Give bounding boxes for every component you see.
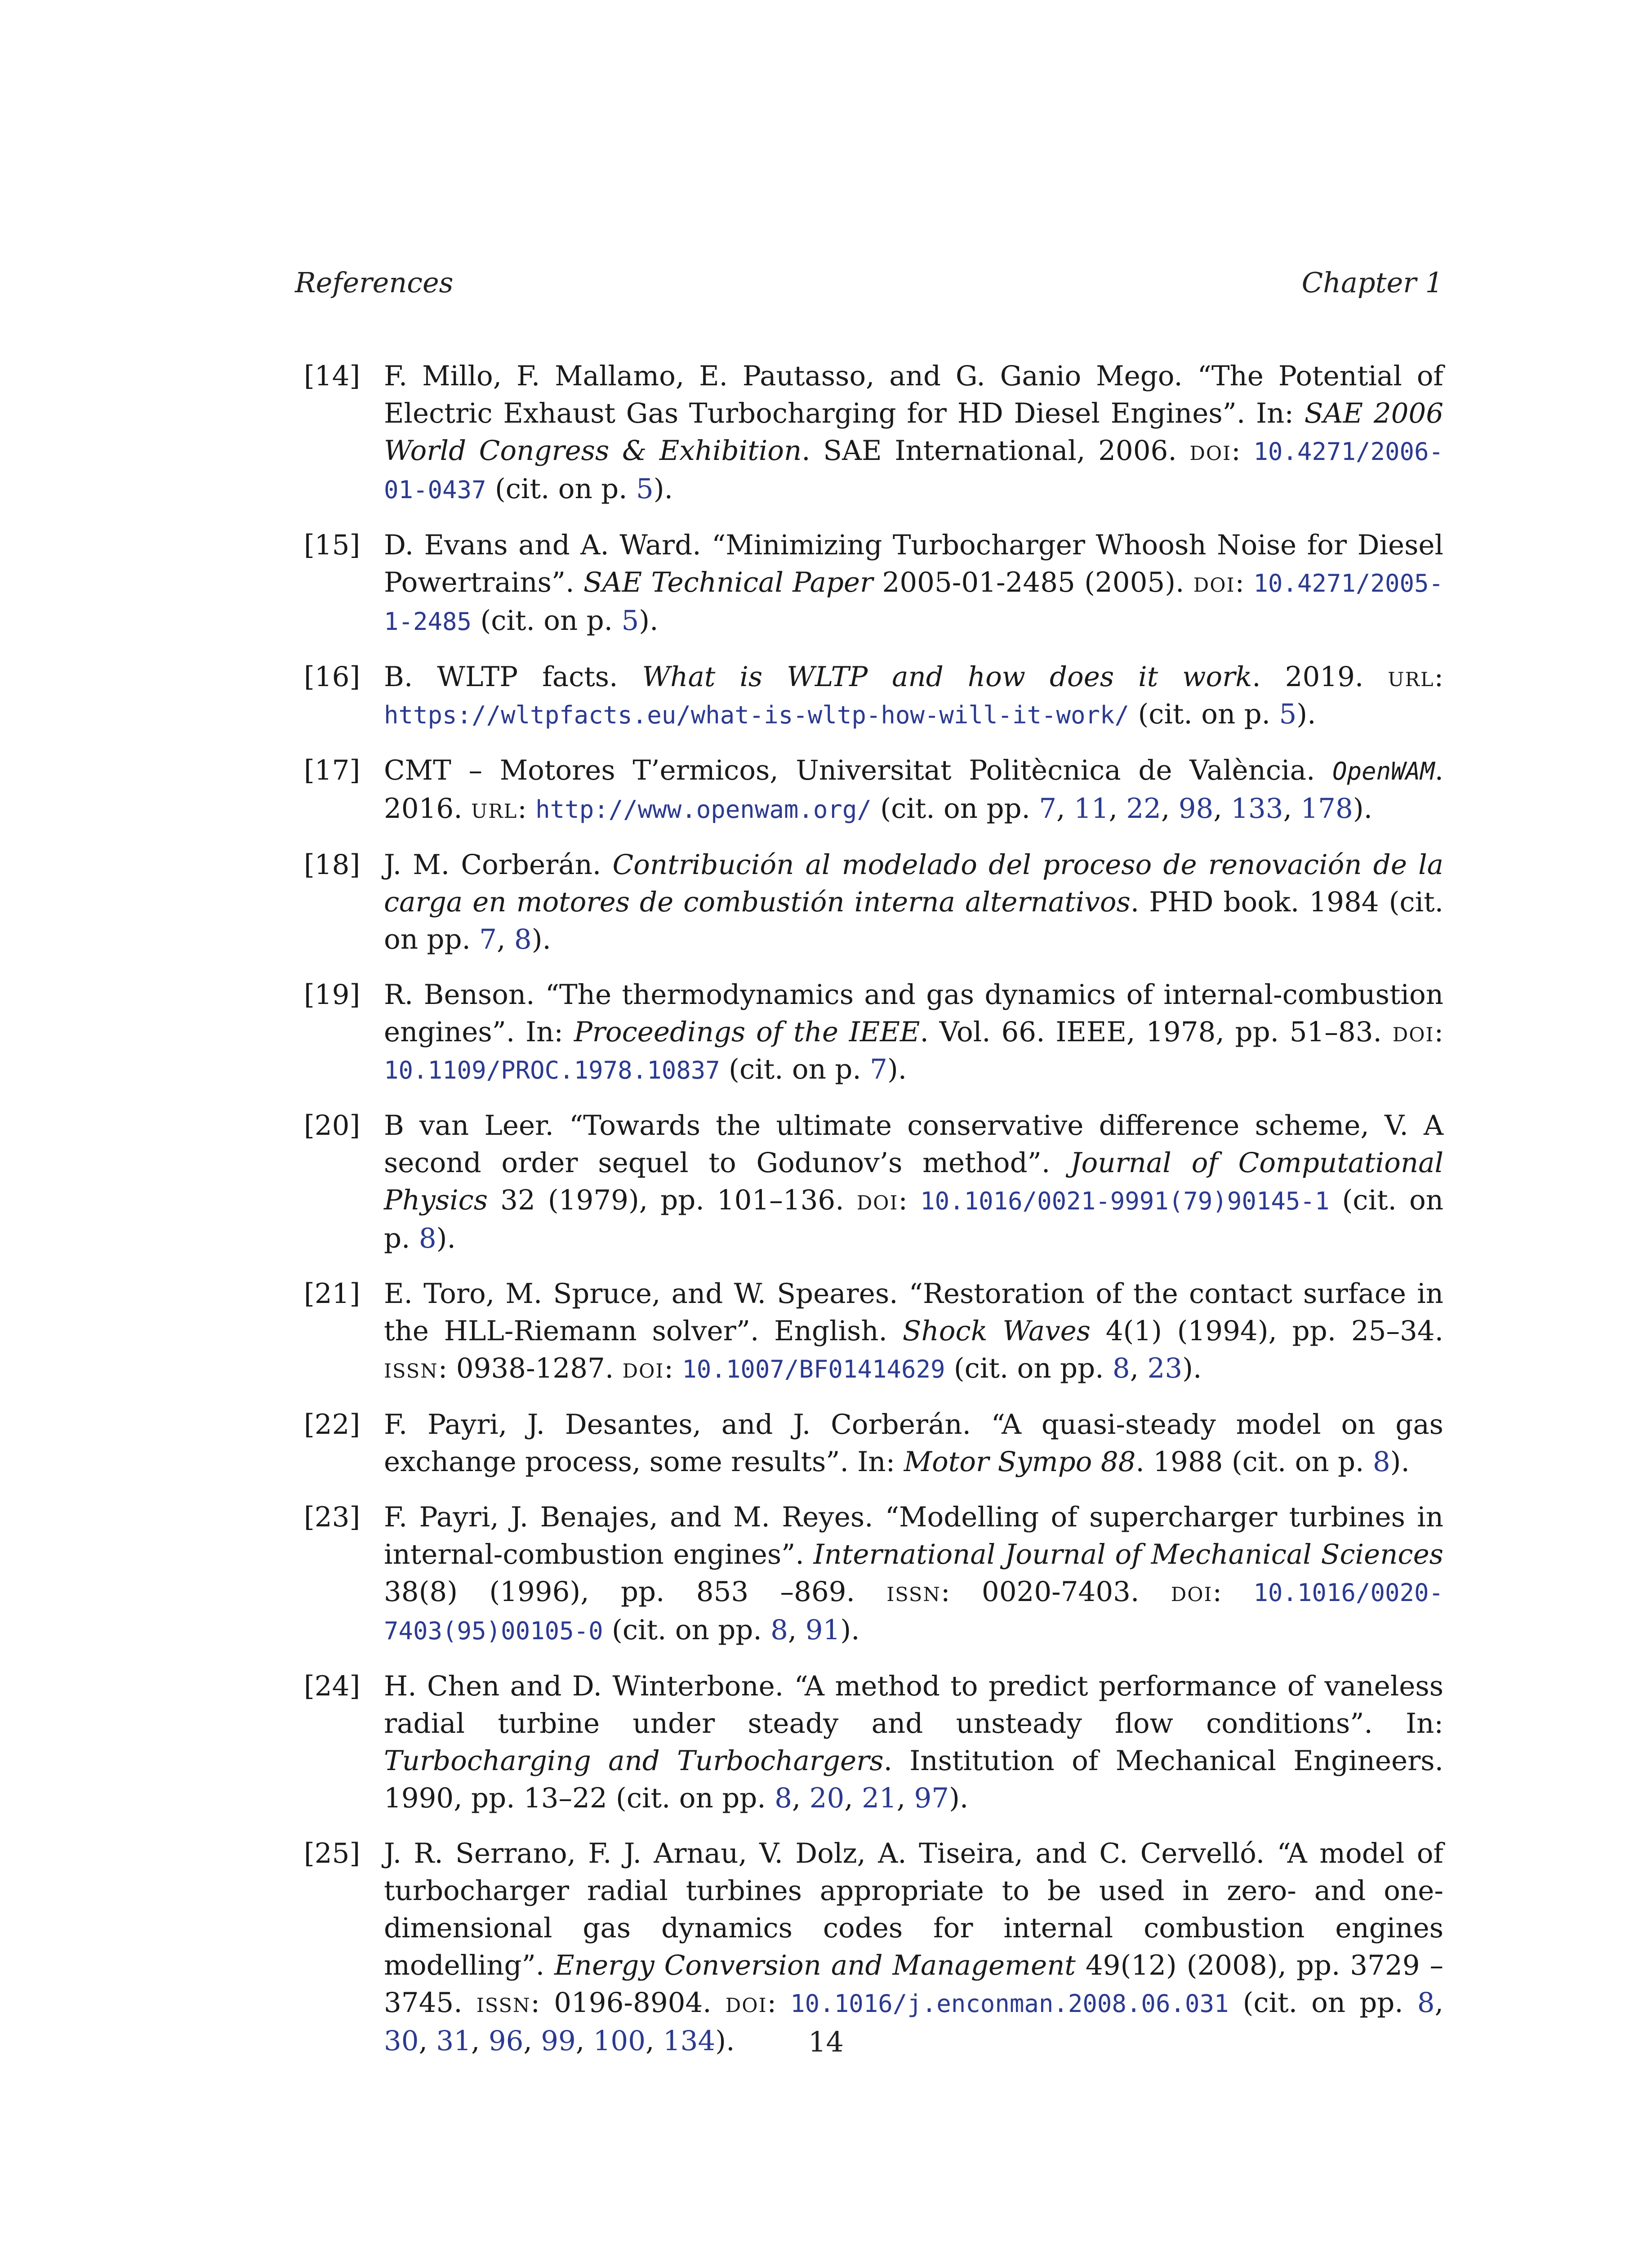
reference-text-run: . Institution of Mechanical Engineers. 1990, pp. 13–22 (cit. on pp. [384,1745,1443,1814]
citation-page-link[interactable]: 7 [1039,793,1057,825]
reference-title: Proceedings of the IEEE [574,1016,920,1048]
reference-text [384,1668,1443,1817]
citation-page-link[interactable]: 21 [862,1782,897,1814]
citation-page-link[interactable]: 97 [914,1782,949,1814]
reference-link[interactable]: 10.4271/2006-01-0437 [384,437,1444,504]
reference-number: [22] [304,1409,361,1441]
reference-number: [15] [304,529,361,561]
page-number: 14 [808,2025,844,2058]
citation-page-link[interactable]: 100 [593,2025,646,2057]
reference-text-run: , [575,2025,593,2057]
reference-text-run: J. M. Corberán. [384,849,613,881]
reference-text-run: , [1434,1987,1443,2019]
reference-entry [304,1668,1443,1817]
reference-text-run: , [1109,793,1127,825]
reference-text-run: : [517,793,536,825]
reference-number: [24] [304,1670,361,1702]
reference-link[interactable]: 10.1016/0020-7403(95)00105-0 [384,1579,1443,1645]
reference-text-run: , [896,1782,914,1814]
reference-entry [304,357,1443,508]
reference-text-run: : [1231,435,1254,467]
header-chapter-label: Chapter 1 [1301,266,1443,299]
citation-page-link[interactable]: 91 [805,1614,841,1646]
reference-text-run: ). [436,1222,456,1254]
reference-link[interactable]: http://www.openwam.org/ [535,795,872,824]
citation-page-link[interactable]: 98 [1178,793,1214,825]
reference-number: [20] [304,1110,361,1142]
reference-field-label: doi [1392,1016,1434,1048]
reference-field-label: doi [856,1184,899,1216]
citation-page-link[interactable]: 20 [809,1782,845,1814]
reference-text-run: ). [1182,1352,1202,1384]
reference-text-run: (cit. on p. [720,1053,870,1085]
reference-entry [304,1107,1443,1257]
citation-page-link[interactable]: 8 [1372,1446,1390,1478]
reference-link[interactable]: 10.1007/BF01414629 [682,1355,945,1383]
reference-text-run: (cit. on p. [472,605,622,637]
reference-text-run: (cit. on pp. [603,1614,771,1646]
reference-text-run: ). [715,2025,735,2057]
reference-link[interactable]: 10.1016/j.enconman.2008.06.031 [790,1989,1229,2018]
reference-text-run: F. Payri, J. Desantes, and J. Corberán. “A quasi-steady model on gas exchange process, some results”. In: [384,1409,1443,1478]
reference-text-run: E. Toro, M. Spruce, and W. Speares. “Restoration of the contact surface in the HLL-Riemann solver”. English. [384,1278,1443,1347]
reference-text-run: : 0020-7403. [941,1576,1171,1608]
reference-text-run: : [1212,1576,1254,1608]
citation-page-link[interactable]: 133 [1231,793,1283,825]
reference-field-label: url [1388,661,1434,693]
reference-text [384,976,1443,1089]
reference-text-run: (cit. on p. [384,1184,1443,1254]
header-section-title: References [295,266,454,299]
reference-text [384,846,1443,958]
reference-field-label: issn [476,1987,531,2019]
reference-number: [14] [304,360,361,392]
reference-text-run: : [664,1352,682,1384]
citation-page-link[interactable]: 134 [663,2025,716,2057]
reference-text-run: , [1056,793,1074,825]
reference-text-run: : [1235,566,1254,598]
reference-text-run: (cit. on pp. [945,1352,1113,1384]
reference-text [384,1275,1443,1388]
reference-entry [304,526,1443,640]
reference-text [384,658,1443,734]
reference-title: Turbocharging and Turbochargers [384,1745,884,1777]
reference-text-run: , [523,2025,541,2057]
reference-text-run: . Vol. 66. IEEE, 1978, pp. 51–83. [920,1016,1393,1048]
reference-text-run: : 0938-1287. [438,1352,623,1384]
reference-number: [19] [304,979,361,1011]
reference-text-run: , [1161,793,1179,825]
reference-title: OpenWAM [1332,757,1435,785]
citation-page-link[interactable]: 8 [1417,1987,1435,2019]
reference-text-run: F. Payri, J. Benajes, and M. Reyes. “Modelling of supercharger turbines in internal-combustion engines”. [384,1501,1443,1570]
reference-entry [304,846,1443,958]
reference-text-run: , [788,1614,806,1646]
reference-text-run: 49(12) (2008), pp. 3729 –3745. [384,1949,1444,2019]
reference-title: Energy Conversion and Management [554,1949,1076,1981]
reference-text-run: . SAE International, 2006. [802,435,1190,467]
citation-page-link[interactable]: 5 [621,605,639,637]
reference-text-run: ). [840,1614,860,1646]
reference-text-run: ). [887,1053,907,1085]
citation-page-link[interactable]: 30 [384,2025,419,2057]
reference-text-run: 32 (1979), pp. 101–136. [488,1184,857,1216]
citation-page-link[interactable]: 8 [1112,1352,1130,1384]
reference-number: [25] [304,1838,361,1869]
citation-page-link[interactable]: 96 [488,2025,524,2057]
reference-link[interactable]: 10.1016/0021-9991(79)90145-1 [920,1187,1330,1215]
reference-title: Journal of Computational Physics [384,1147,1443,1216]
reference-text-run: 4(1) (1994), pp. 25–34. [1090,1315,1443,1347]
reference-text-run: : [1434,661,1444,693]
reference-text-run: , [792,1782,810,1814]
reference-field-label: doi [1189,435,1232,467]
reference-entry [304,1499,1443,1650]
citation-page-link[interactable]: 11 [1073,793,1109,825]
citation-page-link[interactable]: 178 [1300,793,1353,825]
reference-number: [16] [304,661,361,693]
citation-page-link[interactable]: 8 [419,1222,436,1254]
citation-page-link[interactable]: 23 [1147,1352,1183,1384]
reference-text-run: , [1213,793,1231,825]
reference-field-label: url [471,793,518,825]
reference-text-run: . 2016. [384,754,1443,825]
reference-entry [304,976,1443,1089]
citation-page-link[interactable]: 7 [479,923,497,955]
reference-text-run: 2005-01-2485 (2005). [873,566,1193,598]
reference-text [384,1406,1443,1481]
reference-text-run: (cit. on p. [1129,698,1279,730]
citation-page-link[interactable]: 31 [436,2025,472,2057]
reference-field-label: doi [622,1352,664,1384]
reference-text-run: D. Evans and A. Ward. “Minimizing Turbocharger Whoosh Noise for Diesel Powertrains”. [384,529,1443,598]
reference-text-run: B van Leer. “Towards the ultimate conservative difference scheme, V. A second order sequel to Godunov’s method”. [384,1110,1443,1179]
reference-text-run: ). [531,923,551,955]
reference-text-run: : [767,1987,791,2019]
reference-text [384,752,1443,828]
reference-text-run: : [898,1184,921,1216]
reference-entry [304,658,1443,734]
reference-text-run: (cit. on pp. [1229,1987,1417,2019]
reference-text-run: ). [949,1782,969,1814]
reference-number: [17] [304,754,361,786]
reference-field-label: doi [1171,1576,1213,1608]
reference-text-run: , [1283,793,1301,825]
reference-title: What is WLTP and how does it work [642,661,1252,693]
reference-field-label: doi [1193,566,1235,598]
citation-page-link[interactable]: 5 [636,473,654,505]
reference-text-run: H. Chen and D. Winterbone. “A method to predict performance of vaneless radial turbine under steady and unsteady flow conditions”. In: [384,1670,1443,1740]
reference-text-run: ). [1390,1446,1410,1478]
reference-text [384,1499,1443,1650]
citation-page-link[interactable]: 8 [514,923,532,955]
reference-title: SAE 2006 World Congress & Exhibition [384,397,1444,467]
reference-text-run: , [844,1782,862,1814]
reference-text-run: . PHD book. 1984 (cit. on pp. [384,886,1443,955]
reference-title: Shock Waves [902,1315,1091,1347]
reference-text-run: , [646,2025,663,2057]
reference-text-run: : [1434,1016,1443,1048]
citation-page-link[interactable]: 99 [541,2025,576,2057]
reference-text-run: F. Millo, F. Mallamo, E. Pautasso, and G. Ganio Mego. “The Potential of Electric Exhaust Gas Turbocharging for HD Diesel Engines”. In: [384,360,1443,429]
reference-text-run: (cit. on p. [486,473,636,505]
citation-page-link[interactable]: 5 [1279,698,1297,730]
reference-field-label: issn [886,1576,941,1608]
reference-link[interactable]: 10.1109/PROC.1978.10837 [384,1056,720,1084]
reference-number: [21] [304,1278,361,1310]
reference-text-run: . 2019. [1252,661,1388,693]
reference-text-run: . 1988 (cit. on p. [1135,1446,1373,1478]
citation-page-link[interactable]: 8 [770,1614,788,1646]
reference-title: International Journal of Mechanical Sciences [813,1539,1443,1570]
reference-text-run: 38(8) (1996), pp. 853 –869. [384,1576,887,1608]
reference-text-run: , [419,2025,436,2057]
reference-text [384,1107,1443,1257]
reference-number: [23] [304,1501,361,1533]
reference-text-run: , [471,2025,489,2057]
citation-page-link[interactable]: 8 [775,1782,792,1814]
reference-title: Motor Sympo 88 [904,1446,1136,1478]
reference-text [384,357,1443,508]
reference-number: [18] [304,849,361,881]
reference-text [384,526,1443,640]
reference-list [304,357,1443,2078]
reference-entry [304,1275,1443,1388]
reference-field-label: doi [725,1987,767,2019]
reference-link[interactable]: 10.4271/2005-1-2485 [384,569,1443,636]
reference-entry [304,1406,1443,1481]
reference-text-run: ). [639,605,659,637]
reference-text-run: ). [1296,698,1316,730]
citation-page-link[interactable]: 22 [1126,793,1161,825]
reference-text-run: J. R. Serrano, F. J. Arnau, V. Dolz, A. Tiseira, and C. Cervelló. “A model of turbocharger radial turbines appropriate to be used in zero- and one-dimensional gas dynamics codes for internal combustion engines modelling”. [384,1838,1443,1981]
reference-title: Contribución al modelado del proceso de renovación de la carga en motores de combustión interna alternativos [384,849,1444,918]
reference-text-run: R. Benson. “The thermodynamics and gas dynamics of internal-combustion engines”. In: [384,979,1443,1048]
reference-text-run: CMT – Motores T’ermicos, Universitat Politècnica de València. [384,754,1333,786]
reference-text-run: (cit. on pp. [871,793,1039,825]
reference-text-run: ). [653,473,673,505]
reference-text-run: B. WLTP facts. [384,661,642,693]
reference-link[interactable]: https://wltpfacts.eu/what-is-wltp-how-will-it-work/ [384,701,1130,729]
reference-field-label: issn [384,1352,438,1384]
reference-text-run: ). [1353,793,1373,825]
reference-title: SAE Technical Paper [583,566,873,598]
running-header [295,266,1443,307]
reference-text-run: , [497,923,514,955]
reference-text-run: : 0196-8904. [530,1987,726,2019]
reference-text-run: , [1130,1352,1148,1384]
citation-page-link[interactable]: 7 [870,1053,887,1085]
reference-entry [304,752,1443,828]
